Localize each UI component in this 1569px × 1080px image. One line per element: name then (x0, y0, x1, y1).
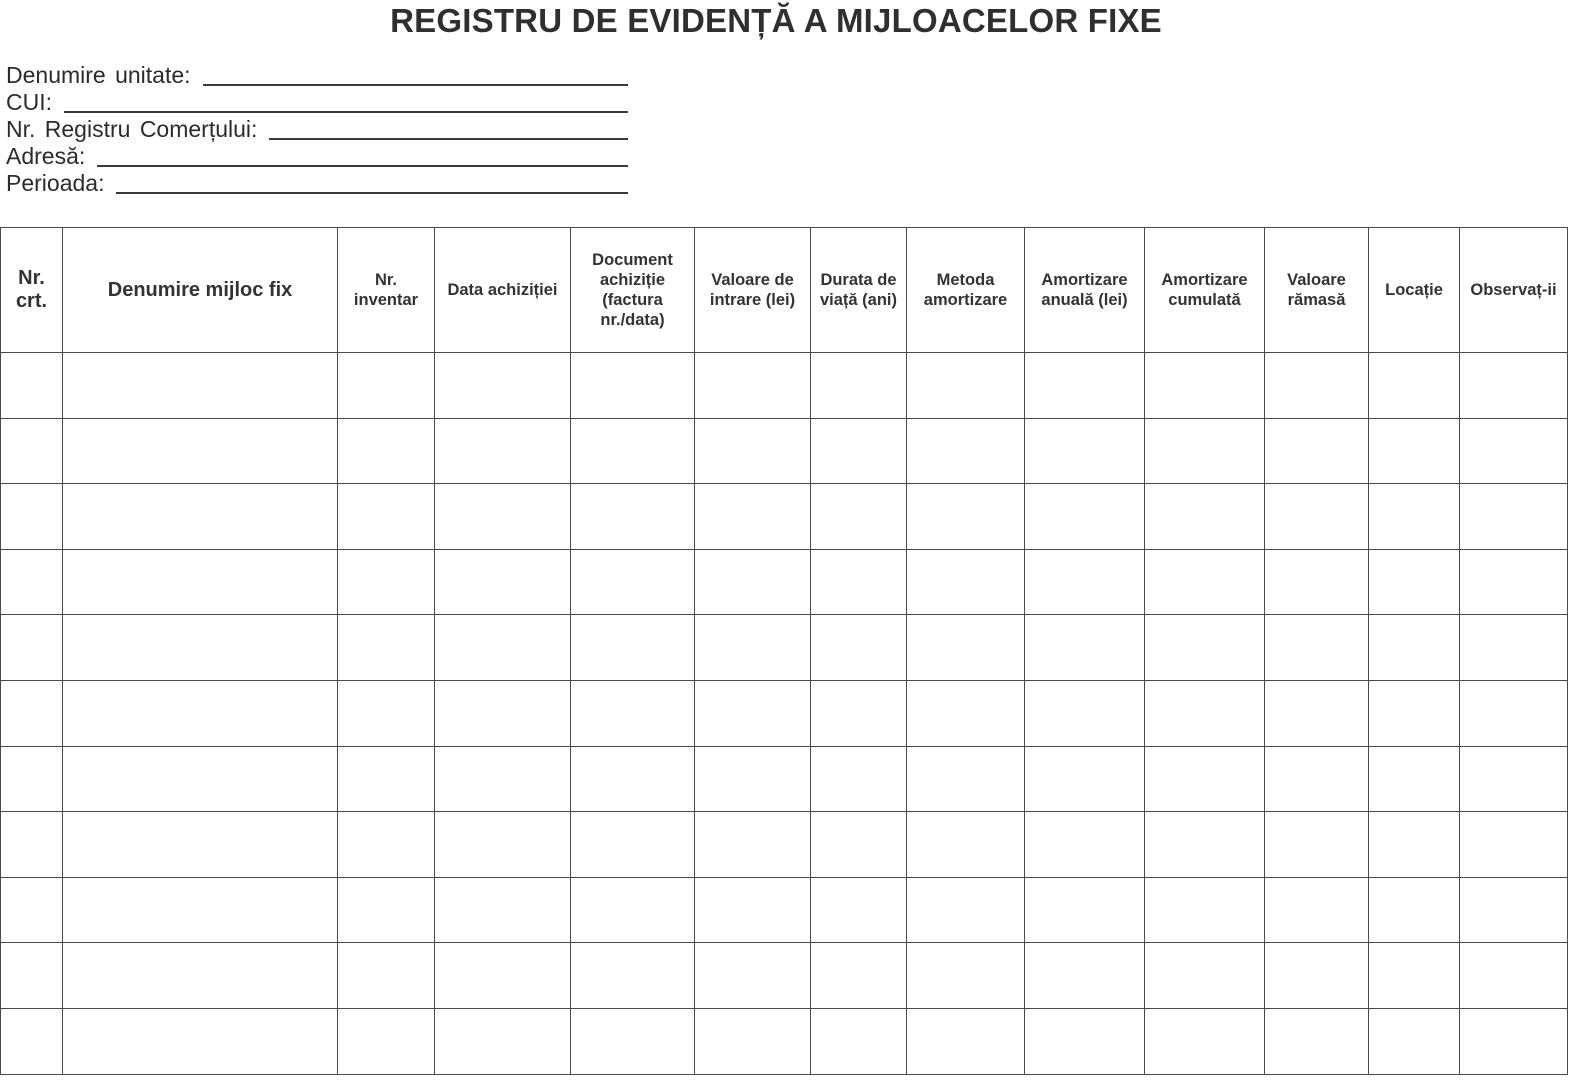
table-cell[interactable] (1265, 353, 1369, 419)
table-cell[interactable] (695, 680, 811, 746)
table-cell[interactable] (1460, 877, 1568, 943)
table-cell[interactable] (1369, 1008, 1460, 1074)
table-cell[interactable] (435, 353, 571, 419)
table-cell[interactable] (907, 549, 1025, 615)
table-cell[interactable] (1265, 549, 1369, 615)
table-cell[interactable] (1460, 812, 1568, 878)
table-row (1, 1008, 1568, 1074)
table-cell[interactable] (1145, 549, 1265, 615)
table-cell[interactable] (1460, 1008, 1568, 1074)
table-cell[interactable] (695, 353, 811, 419)
table-cell[interactable] (1025, 1008, 1145, 1074)
table-cell[interactable] (338, 418, 435, 484)
table-body (1, 353, 1568, 1075)
table-cell[interactable] (338, 484, 435, 550)
table-cell[interactable] (1025, 680, 1145, 746)
table-cell[interactable] (1369, 812, 1460, 878)
table-row (1, 812, 1568, 878)
table-cell[interactable] (571, 484, 695, 550)
table-cell[interactable] (1460, 746, 1568, 812)
table-cell[interactable] (1369, 943, 1460, 1009)
table-cell[interactable] (63, 615, 338, 681)
address-field (6, 141, 628, 168)
header-observations: Observaț-ii (1460, 228, 1568, 353)
table-cell[interactable] (338, 549, 435, 615)
table-cell[interactable] (1145, 484, 1265, 550)
table-cell[interactable] (1, 615, 63, 681)
table-cell[interactable] (1265, 615, 1369, 681)
table-cell[interactable] (1145, 877, 1265, 943)
table-cell[interactable] (907, 680, 1025, 746)
table-cell[interactable] (338, 746, 435, 812)
table-row (1, 353, 1568, 419)
cui-field (6, 87, 628, 114)
table-cell[interactable] (1, 746, 63, 812)
table-cell[interactable] (1, 680, 63, 746)
table-cell[interactable] (571, 812, 695, 878)
unit-name-input-line[interactable] (203, 60, 628, 86)
table-cell[interactable] (571, 746, 695, 812)
table-cell[interactable] (1369, 877, 1460, 943)
table-cell[interactable] (338, 615, 435, 681)
table-cell[interactable] (695, 549, 811, 615)
table-cell[interactable] (435, 484, 571, 550)
trade-register-label: Nr. Registru Comerțului: (6, 116, 258, 142)
table-cell[interactable] (435, 877, 571, 943)
table-cell[interactable] (571, 549, 695, 615)
table-cell[interactable] (338, 353, 435, 419)
table-cell[interactable] (1, 549, 63, 615)
table-row (1, 615, 1568, 681)
table-cell[interactable] (1025, 746, 1145, 812)
table-cell[interactable] (907, 353, 1025, 419)
header-acquisition-date: Data achiziției (435, 228, 571, 353)
header-fields (6, 60, 628, 195)
table-cell[interactable] (695, 1008, 811, 1074)
table-cell[interactable] (1, 353, 63, 419)
table-cell[interactable] (338, 1008, 435, 1074)
table-cell[interactable] (1265, 1008, 1369, 1074)
table-cell[interactable] (1, 484, 63, 550)
table-cell[interactable] (1369, 549, 1460, 615)
address-input-line[interactable] (97, 141, 628, 167)
table-cell[interactable] (571, 615, 695, 681)
period-input-line[interactable] (116, 168, 628, 194)
table-row (1, 418, 1568, 484)
table-cell[interactable] (1145, 812, 1265, 878)
table-cell[interactable] (1145, 615, 1265, 681)
table-cell[interactable] (695, 418, 811, 484)
table-cell[interactable] (1145, 1008, 1265, 1074)
table-cell[interactable] (1145, 746, 1265, 812)
unit-name-label: Denumire unitate: (6, 62, 191, 88)
table-cell[interactable] (1369, 615, 1460, 681)
page-title: REGISTRU DE EVIDENȚĂ A MIJLOACELOR FIXE (390, 2, 1162, 39)
table-cell[interactable] (811, 549, 907, 615)
table-row (1, 549, 1568, 615)
trade-register-input-line[interactable] (269, 114, 628, 140)
table-cell[interactable] (571, 1008, 695, 1074)
table-cell[interactable] (907, 418, 1025, 484)
table-cell[interactable] (907, 1008, 1025, 1074)
table-cell[interactable] (63, 943, 338, 1009)
table-cell[interactable] (907, 877, 1025, 943)
table-row (1, 877, 1568, 943)
table-cell[interactable] (811, 746, 907, 812)
table-cell[interactable] (1025, 484, 1145, 550)
table-cell[interactable] (571, 680, 695, 746)
header-useful-life: Durata de viață (ani) (811, 228, 907, 353)
header-depreciation-method: Metoda amortizare (907, 228, 1025, 353)
table-cell[interactable] (907, 746, 1025, 812)
table-row (1, 484, 1568, 550)
table-cell[interactable] (907, 812, 1025, 878)
table-cell[interactable] (571, 877, 695, 943)
table-cell[interactable] (695, 943, 811, 1009)
table-cell[interactable] (811, 1008, 907, 1074)
table-cell[interactable] (1460, 943, 1568, 1009)
header-inventory-no: Nr. inventar (338, 228, 435, 353)
table-cell[interactable] (63, 812, 338, 878)
cui-input-line[interactable] (64, 87, 628, 113)
table-cell[interactable] (1460, 418, 1568, 484)
table-cell[interactable] (907, 484, 1025, 550)
table-cell[interactable] (811, 943, 907, 1009)
table-cell[interactable] (1025, 877, 1145, 943)
table-cell[interactable] (63, 353, 338, 419)
table-cell[interactable] (811, 877, 907, 943)
table-cell[interactable] (1025, 615, 1145, 681)
table-cell[interactable] (1, 418, 63, 484)
table-cell[interactable] (338, 812, 435, 878)
table-header-row (1, 228, 1568, 353)
table-cell[interactable] (1145, 680, 1265, 746)
table-cell[interactable] (1145, 418, 1265, 484)
table-cell[interactable] (435, 680, 571, 746)
address-label: Adresă: (6, 143, 86, 169)
table-cell[interactable] (1, 877, 63, 943)
table-cell[interactable] (435, 746, 571, 812)
table-cell[interactable] (1369, 353, 1460, 419)
table-cell[interactable] (1460, 353, 1568, 419)
unit-name-field (6, 60, 628, 87)
table-cell[interactable] (811, 812, 907, 878)
header-remaining-value: Valoare rămasă (1265, 228, 1369, 353)
table-cell[interactable] (1265, 943, 1369, 1009)
table-cell[interactable] (63, 680, 338, 746)
table-cell[interactable] (63, 746, 338, 812)
table-cell[interactable] (1145, 353, 1265, 419)
table-cell[interactable] (435, 812, 571, 878)
table-cell[interactable] (1, 1008, 63, 1074)
header-acquisition-document: Document achiziție (factura nr./data) (571, 228, 695, 353)
table-cell[interactable] (338, 680, 435, 746)
header-location: Locație (1369, 228, 1460, 353)
table-cell[interactable] (1025, 943, 1145, 1009)
table-cell[interactable] (1369, 680, 1460, 746)
table-cell[interactable] (811, 615, 907, 681)
table-cell[interactable] (571, 943, 695, 1009)
table-cell[interactable] (1460, 484, 1568, 550)
table-cell[interactable] (63, 484, 338, 550)
table-cell[interactable] (1369, 746, 1460, 812)
header-asset-name: Denumire mijloc fix (63, 228, 338, 353)
table-cell[interactable] (571, 418, 695, 484)
table-cell[interactable] (1265, 877, 1369, 943)
table-cell[interactable] (435, 1008, 571, 1074)
table-cell[interactable] (695, 746, 811, 812)
table-cell[interactable] (63, 1008, 338, 1074)
table-cell[interactable] (1265, 812, 1369, 878)
table-cell[interactable] (695, 484, 811, 550)
table-cell[interactable] (1, 943, 63, 1009)
table-cell[interactable] (435, 549, 571, 615)
table-cell[interactable] (1265, 484, 1369, 550)
table-cell[interactable] (695, 812, 811, 878)
table-cell[interactable] (1, 812, 63, 878)
table-cell[interactable] (63, 549, 338, 615)
table-cell[interactable] (1265, 680, 1369, 746)
fixed-assets-table (0, 227, 1568, 1075)
table-cell[interactable] (1025, 549, 1145, 615)
header-accumulated-depreciation: Amortizare cumulată (1145, 228, 1265, 353)
table-cell[interactable] (907, 943, 1025, 1009)
table-cell[interactable] (63, 877, 338, 943)
table-cell[interactable] (1369, 418, 1460, 484)
table-cell[interactable] (435, 943, 571, 1009)
period-field (6, 168, 628, 195)
table-cell[interactable] (1025, 418, 1145, 484)
header-annual-depreciation: Amortizare anuală (lei) (1025, 228, 1145, 353)
table-cell[interactable] (1460, 615, 1568, 681)
table-cell[interactable] (1265, 746, 1369, 812)
table-cell[interactable] (695, 877, 811, 943)
trade-register-field (6, 114, 628, 141)
header-entry-value: Valoare de intrare (lei) (695, 228, 811, 353)
table-cell[interactable] (1265, 418, 1369, 484)
table-cell[interactable] (63, 418, 338, 484)
cui-label: CUI: (6, 89, 52, 115)
table-cell[interactable] (1460, 680, 1568, 746)
header-nr-crt: Nr. crt. (1, 228, 63, 353)
table-cell[interactable] (571, 353, 695, 419)
table-cell[interactable] (1145, 943, 1265, 1009)
table-cell[interactable] (907, 615, 1025, 681)
table-cell[interactable] (811, 484, 907, 550)
table-row (1, 943, 1568, 1009)
table-cell[interactable] (811, 680, 907, 746)
table-cell[interactable] (435, 418, 571, 484)
table-cell[interactable] (338, 877, 435, 943)
table-cell[interactable] (811, 353, 907, 419)
table-cell[interactable] (1369, 484, 1460, 550)
table-cell[interactable] (811, 418, 907, 484)
period-label: Perioada: (6, 170, 105, 196)
table-cell[interactable] (1025, 353, 1145, 419)
table-cell[interactable] (1460, 549, 1568, 615)
table-cell[interactable] (338, 943, 435, 1009)
table-row (1, 746, 1568, 812)
table-cell[interactable] (435, 615, 571, 681)
table-cell[interactable] (1025, 812, 1145, 878)
table-cell[interactable] (695, 615, 811, 681)
table-row (1, 680, 1568, 746)
